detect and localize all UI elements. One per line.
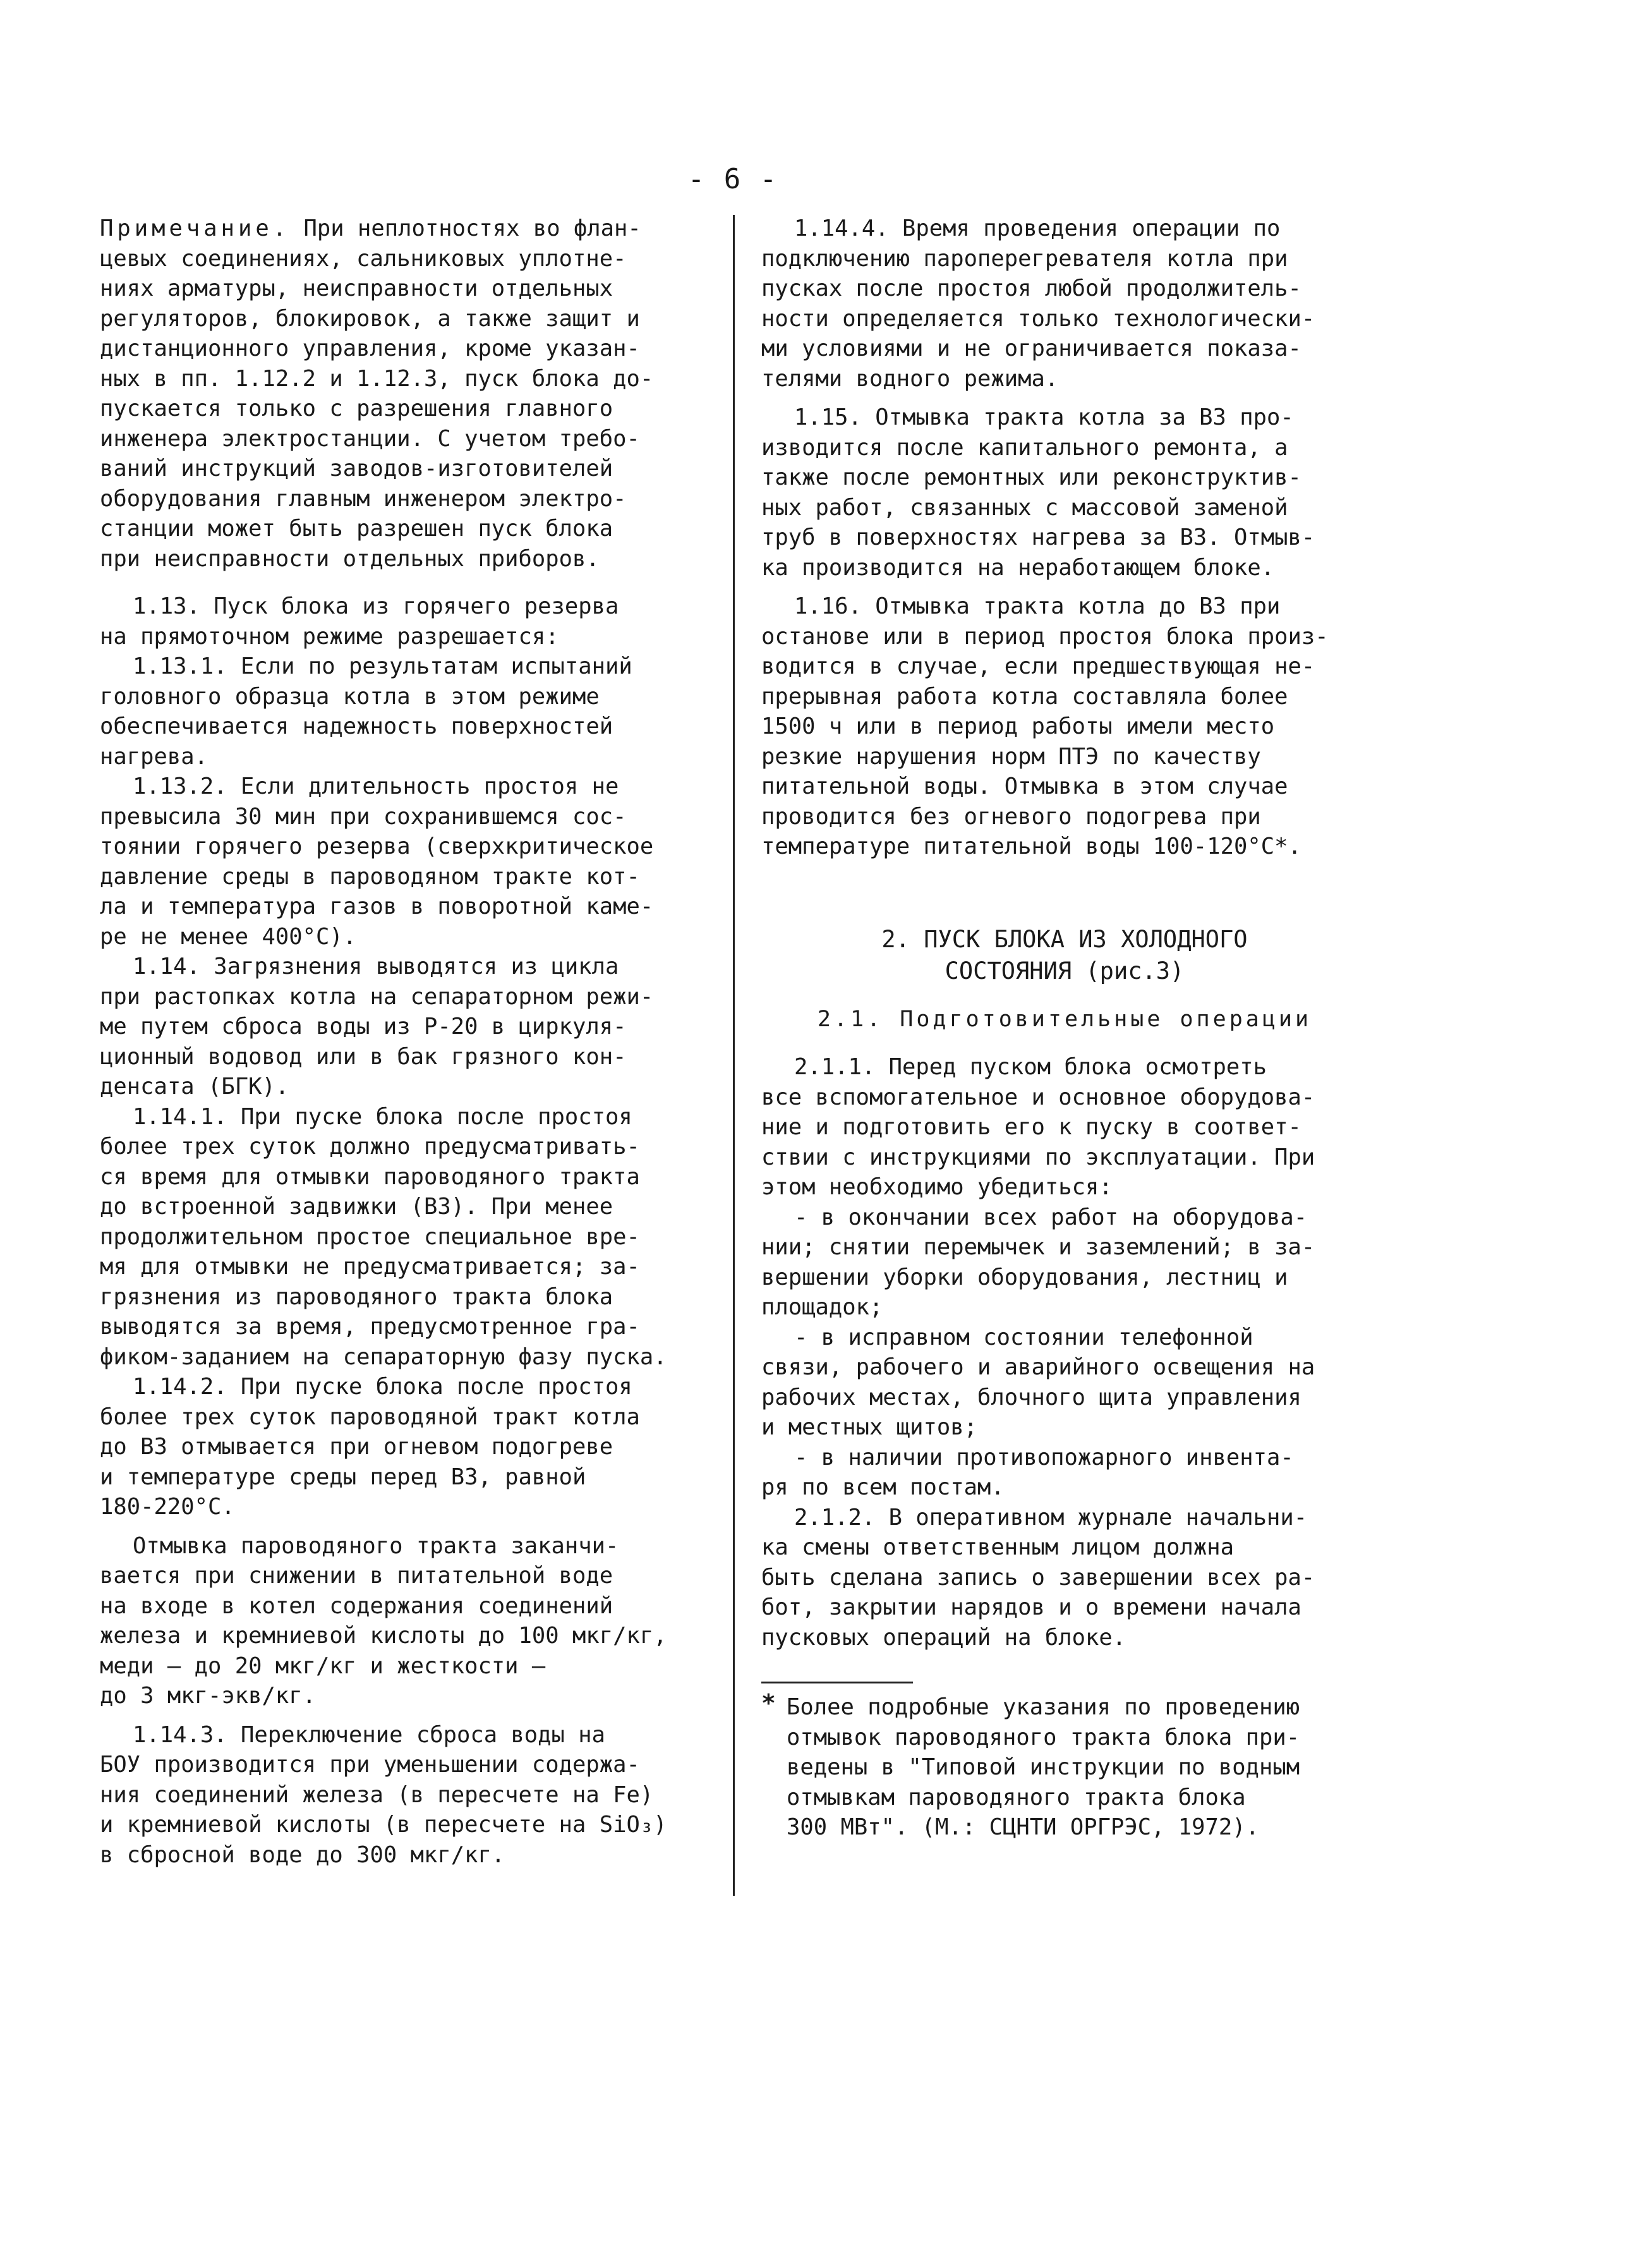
bullet-item: - в исправном состоянии телефонной связи, рабочего и аварийного освещения на рабочих местах, блочного щита управления и местных щитов; bbox=[761, 1324, 1315, 1440]
note-label: Примечание. bbox=[100, 215, 291, 241]
bullet-item: - в наличии противопожарного инвента- ря по всем постам. bbox=[761, 1444, 1294, 1500]
paragraph-1-15: 1.15. Отмывка тракта котла за ВЗ про- изводится после капитального ремонта, а также после ремонтных или реконструктив- ных работ, связанных с массовой заменой труб в поверхностях нагрева за ВЗ. Отмыв- ка производится на неработающем блоке. bbox=[761, 404, 1315, 581]
paragraph-1-14-3: 1.14.3. Переключение сброса воды на БОУ производится при уменьшении содержа- ния соединений железа (в пересчете на Fe) и кремниевой кислоты (в пересчете на SiO₃) в сбросной воде до 300 мкг/кг. bbox=[100, 1721, 667, 1868]
footnote-rule bbox=[761, 1682, 913, 1683]
paragraph-1-13: 1.13. Пуск блока из горячего резерва на прямоточном режиме разрешается: bbox=[100, 593, 619, 650]
bullet-item: - в окончании всех работ на оборудова- нии; снятии перемычек и заземлений; в за- вершении уборки оборудования, лестниц и площадок; bbox=[761, 1204, 1315, 1320]
page-number: - 6 - bbox=[687, 163, 778, 195]
footnote-mark: * bbox=[761, 1689, 776, 1717]
paragraph-1-13-2: 1.13.2. Если длительность простоя не превысила 30 мин при сохранившемся сос- тоянии горячего резерва (сверхкритическое давление среды в пароводяном тракте кот- ла и температура газов в поворотной каме- ре не менее 400°С). bbox=[100, 773, 654, 950]
note-text: При неплотностях во флан- цевых соединениях, сальниковых уплотне- ниях арматуры, неисправности отдельных регуляторов, блокировок, а также защит и дистанционного управления, кроме указан- ных в пп. 1.12.2 и 1.12.3, пуск блока до- пускается только с разрешения главного инженера электростанции. С учетом требо- ваний инструкций заводов-изготовителей оборудования главным инженером электро- станции может быть разрешен пуск блока при неисправности отдельных приборов. bbox=[100, 215, 654, 572]
paragraph-1-14: 1.14. Загрязнения выводятся из цикла при растопках котла на сепараторном режи- ме путем сброса воды из Р-20 в циркуля- ционный водовод или в бак грязного кон- денсата (БГК). bbox=[100, 954, 654, 1100]
subsection-heading: 2.1. Подготовительные операции bbox=[817, 1006, 1312, 1032]
footnote-text: Более подробные указания по проведению отмывок пароводяного тракта блока при- ведены в "Типовой инструкции по водным отмывкам пароводяного тракта блока 300 МВт". (М.: СЦНТИ ОРГРЭС, 1972). bbox=[787, 1694, 1300, 1840]
column-divider bbox=[733, 215, 735, 1896]
section-heading: 2. ПУСК БЛОКА ИЗ ХОЛОДНОГО СОСТОЯНИЯ (рис.3) bbox=[881, 925, 1248, 985]
paragraph-1-14-1: 1.14.1. При пуске блока после простоя более трех суток должно предусматривать- ся время для отмывки пароводяного тракта до встроенной задвижки (ВЗ). При менее продолжительном простое специальное вре- мя для отмывки не предусматривается; за- грязнения из пароводяного тракта блока выводятся за время, предусмотренное гра- фиком-заданием на сепараторную фазу пуска. bbox=[100, 1103, 667, 1370]
paragraph-2-1-2: 2.1.2. В оперативном журнале начальни- ка смены ответственным лицом должна быть сделана запись о завершении всех ра- бот, закрытии нарядов и о времени начала пусковых операций на блоке. bbox=[761, 1504, 1315, 1651]
paragraph-1-16: 1.16. Отмывка тракта котла до ВЗ при останове или в период простоя блока произ- водится в случае, если предшествующая не- прерывная работа котла составляла более 1500 ч или в период работы имели место резкие нарушения норм ПТЭ по качеству питательной воды. Отмывка в этом случае проводится без огневого подогрева при температуре питательной воды 100-120°С*. bbox=[761, 593, 1329, 859]
footnote bbox=[761, 1689, 1368, 1843]
note-paragraph bbox=[100, 214, 706, 574]
left-column bbox=[100, 214, 706, 1870]
right-column bbox=[761, 214, 1368, 1843]
paragraph-wash-end: Отмывка пароводяного тракта заканчи- вается при снижении в питательной воде на входе в котел содержания соединений железа и кремниевой кислоты до 100 мкг/кг, меди — до 20 мкг/кг и жесткости — до 3 мкг-экв/кг. bbox=[100, 1532, 667, 1709]
paragraph-1-14-2: 1.14.2. При пуске блока после простоя более трех суток пароводяной тракт котла до ВЗ отмывается при огневом подогреве и температуре среды перед ВЗ, равной 180-220°С. bbox=[100, 1374, 640, 1520]
paragraph-1-13-1: 1.13.1. Если по результатам испытаний головного образца котла в этом режиме обеспечивается надежность поверхностей нагрева. bbox=[100, 653, 632, 770]
paragraph-2-1-1: 2.1.1. Перед пуском блока осмотреть все вспомогательное и основное оборудова- ние и подготовить его к пуску в соответ- ствии с инструкциями по эксплуатации. При этом необходимо убедиться: bbox=[761, 1054, 1315, 1200]
paragraph-1-14-4: 1.14.4. Время проведения операции по подключению пароперегревателя котла при пусках после простоя любой продолжитель- ности определяется только технологически- ми условиями и не ограничивается показа- телями водного режима. bbox=[761, 215, 1315, 392]
